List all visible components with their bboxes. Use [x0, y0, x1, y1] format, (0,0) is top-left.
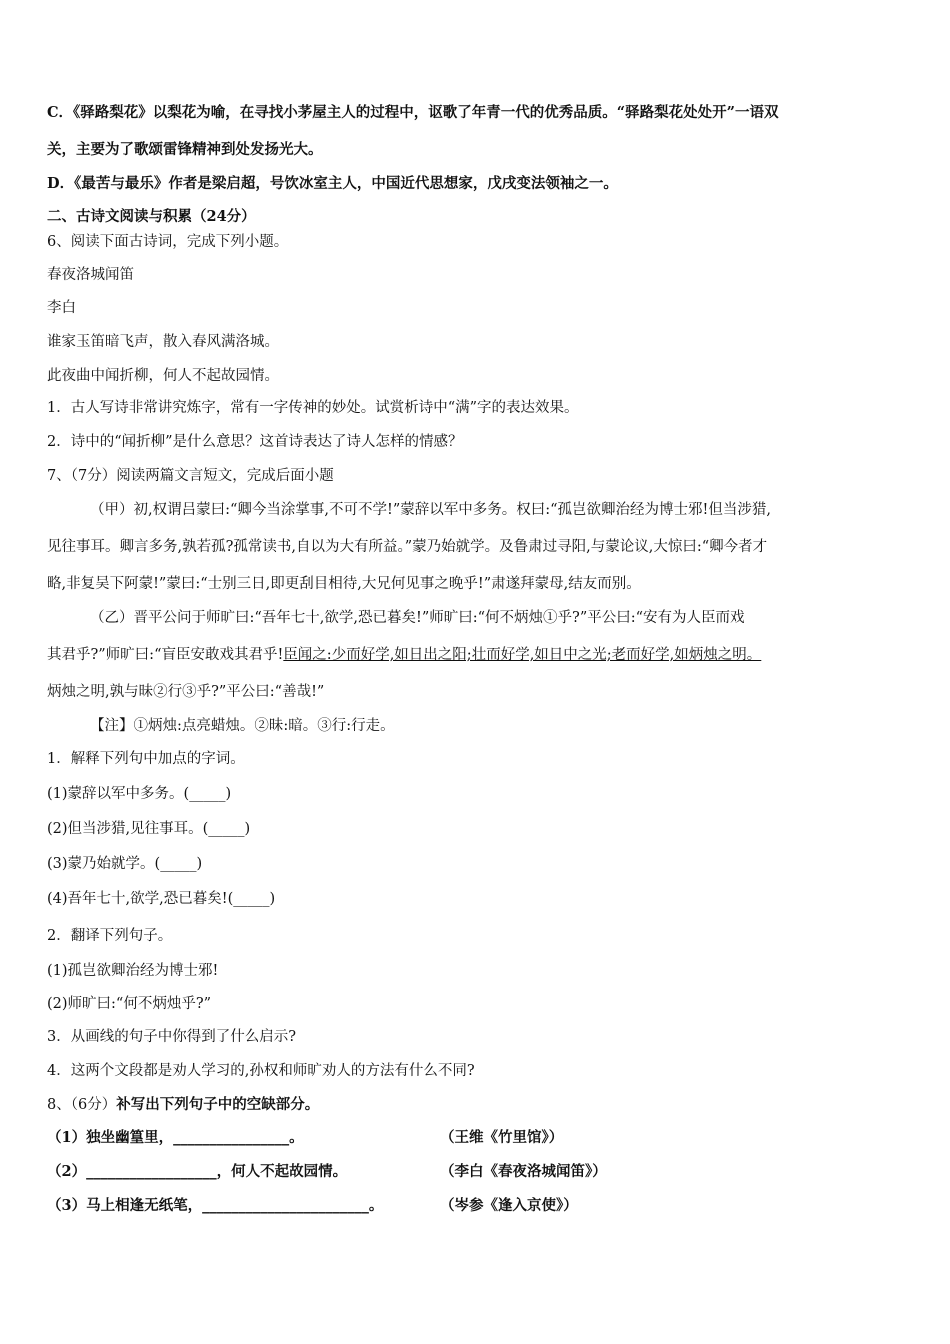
poem-line-2: 此夜曲中闻折柳，何人不起故园情。 — [47, 368, 279, 384]
question-8-prompt: 补写出下列句子中的空缺部分。 — [116, 1096, 320, 1113]
fill-blank-2-source: （李白《春夜洛城闻笛》） — [440, 1163, 607, 1180]
question-7-2: 2．翻译下列句子。 — [47, 928, 173, 944]
option-c-line2: 关，主要为了歌颂雷锋精神到处发扬光大。 — [47, 141, 323, 158]
question-6-1: 1．古人写诗非常讲究炼字，常有一字传神的妙处。试赏析诗中“满”字的表达效果。 — [47, 400, 579, 416]
annotation-note: 【注】①炳烛:点亮蜡烛。②昧:暗。③行:行走。 — [90, 718, 395, 734]
question-8-number: 8、（6分） — [47, 1097, 117, 1113]
question-7-1: 1．解释下列句中加点的字词。 — [47, 751, 245, 767]
question-7-2-a: (1)孤岂欲卿治经为博士邪! — [47, 963, 219, 979]
question-7-1-c: (3)蒙乃始就学。(_____) — [47, 856, 203, 872]
fill-blank-3: （3）马上相逢无纸笔，_______________________。 — [47, 1197, 384, 1214]
passage-jia-line2: 见往事耳。卿言多务,孰若孤?孤常读书,自以为大有所益。”蒙乃始就学。及鲁肃过寻阳,与蒙论议,大惊曰:“卿今者才 — [47, 539, 768, 555]
poem-author: 李白 — [47, 300, 76, 316]
fill-blank-1: （1）独坐幽篁里，________________。 — [47, 1129, 304, 1146]
question-7-4: 4．这两个文段都是劝人学习的,孙权和师旷劝人的方法有什么不同? — [47, 1063, 475, 1079]
poem-title: 春夜洛城闻笛 — [47, 267, 134, 283]
question-6-2: 2．诗中的“闻折柳”是什么意思？这首诗表达了诗人怎样的情感？ — [47, 434, 463, 450]
passage-yi-line2-text: 其君乎?”师旷曰:“盲臣安敢戏其君乎! — [47, 647, 284, 663]
fill-blank-3-source: （岑参《逢入京使》） — [440, 1197, 578, 1214]
passage-yi-line1: （乙）晋平公问于师旷曰:“吾年七十,欲学,恐已暮矣!”师旷曰:“何不炳烛①乎?”平公曰:“安有为人臣而戏 — [90, 610, 745, 626]
question-7-1-a: (1)蒙辞以军中多务。(_____) — [47, 786, 232, 802]
section-2-heading: 二、古诗文阅读与积累（24分） — [47, 208, 256, 225]
passage-yi-line2 — [47, 645, 761, 665]
question-7-1-b: (2)但当涉猎,见往事耳。(_____) — [47, 821, 251, 837]
fill-blank-1-source: （王维《竹里馆》） — [440, 1129, 564, 1146]
poem-line-1: 谁家玉笛暗飞声，散入春风满洛城。 — [47, 334, 279, 350]
underlined-sentence: 臣闻之:少而好学,如日出之阳;壮而好学,如日中之光;老而好学,如炳烛之明。 — [283, 647, 762, 663]
passage-jia-line3: 略,非复吴下阿蒙!”蒙曰:“士别三日,即更刮目相待,大兄何见事之晚乎!”肃遂拜蒙母,结友而别。 — [47, 576, 641, 592]
passage-jia-line1: （甲）初,权谓吕蒙曰:“卿今当涂掌事,不可不学!”蒙辞以军中多务。权曰:“孤岂欲卿治经为博士邪!但当涉猎, — [90, 502, 771, 518]
question-7-3: 3．从画线的句子中你得到了什么启示? — [47, 1029, 296, 1045]
question-7: 7、（7分）阅读两篇文言短文，完成后面小题 — [47, 468, 334, 484]
question-7-2-b: (2)师旷曰:“何不炳烛乎?” — [47, 996, 212, 1012]
question-6: 6、阅读下面古诗词，完成下列小题。 — [47, 234, 289, 250]
question-7-1-d: (4)吾年七十,欲学,恐已暮矣!(_____) — [47, 891, 276, 907]
question-8 — [47, 1095, 319, 1115]
fill-blank-2: （2）__________________，何人不起故园情。 — [47, 1163, 348, 1180]
passage-yi-line3: 炳烛之明,孰与昧②行③乎?”平公曰:“善哉!” — [47, 684, 325, 700]
option-c-line1: C．《驿路梨花》以梨花为喻，在寻找小茅屋主人的过程中，讴歌了年青一代的优秀品质。“驿路梨花处处开”一语双 — [47, 104, 779, 121]
option-d: D．《最苦与最乐》作者是梁启超，号饮冰室主人，中国近代思想家，戊戌变法领袖之一。 — [47, 175, 618, 192]
